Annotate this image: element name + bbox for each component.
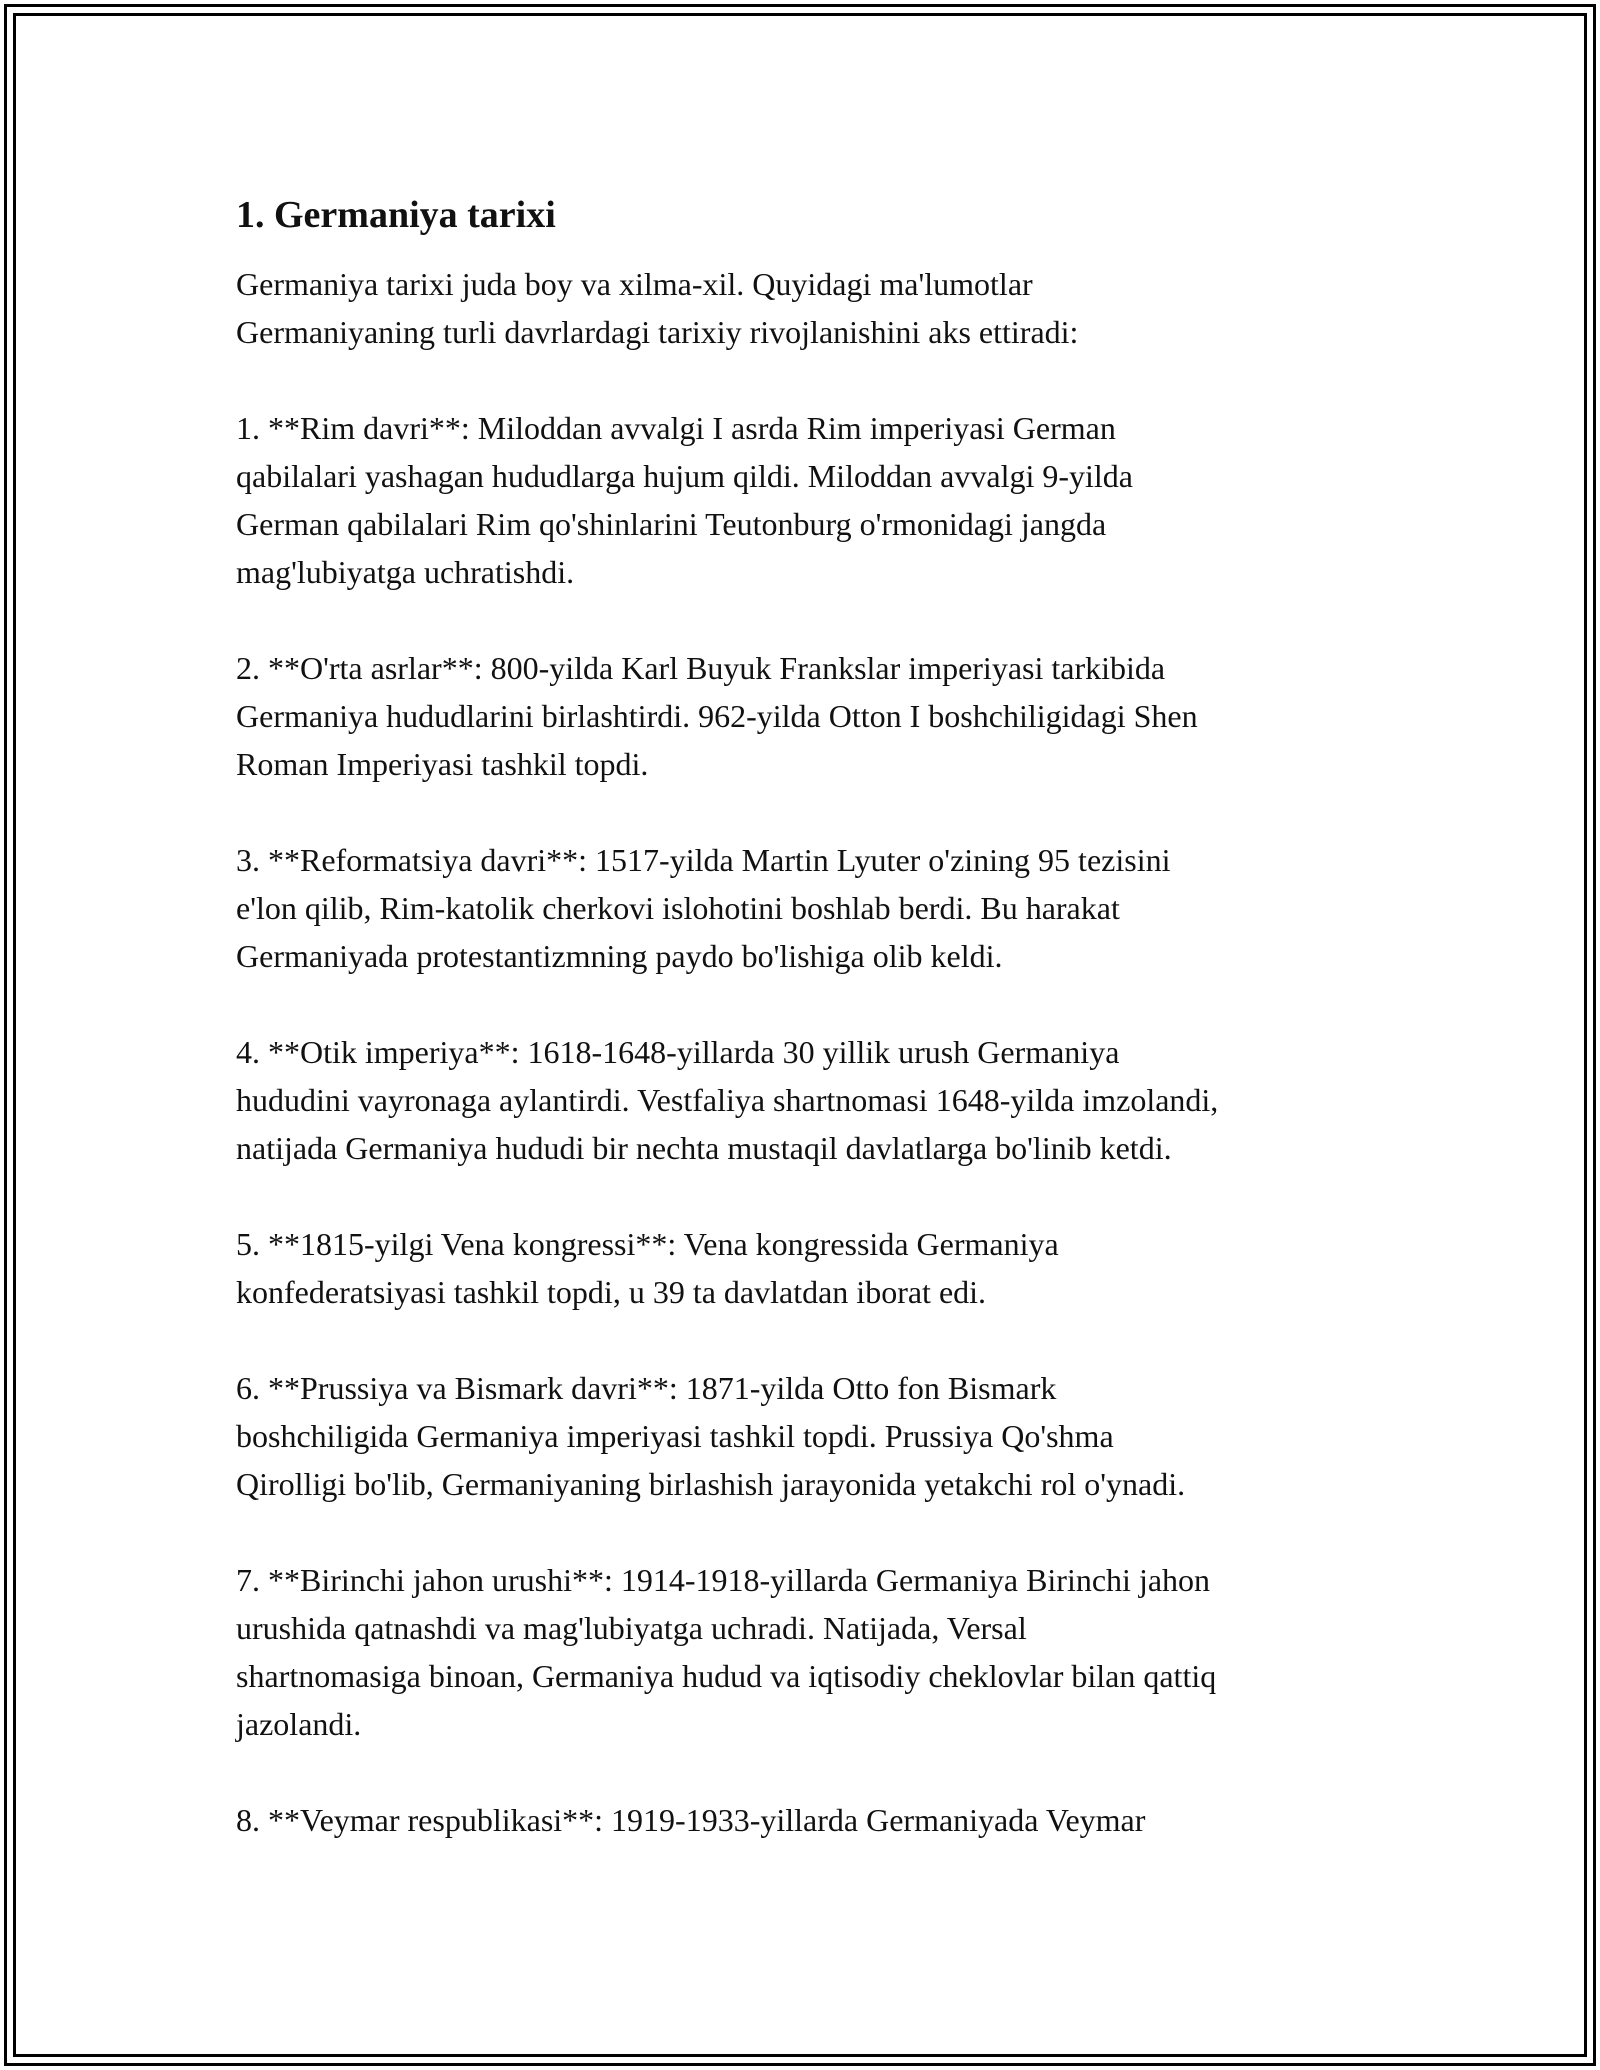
- list-item-vena-kongressi: 5. **1815-yilgi Vena kongressi**: Vena kongressida Germaniya konfederatsiyasi tashkil topdi, u 39 ta davlatdan iborat edi.: [236, 1226, 1059, 1310]
- intro-paragraph: Germaniya tarixi juda boy va xilma-xil. Quyidagi ma'lumotlar Germaniyaning turli davrlardagi tarixiy rivojlanishini aks ettiradi:: [236, 266, 1079, 350]
- list-item-veymar-respublikasi: 8. **Veymar respublikasi**: 1919-1933-yillarda Germaniyada Veymar: [236, 1802, 1146, 1838]
- list-item-birinchi-jahon-urushi: 7. **Birinchi jahon urushi**: 1914-1918-yillarda Germaniya Birinchi jahon urushida qatnashdi va mag'lubiyatga uchradi. Natijada, Versal shartnomasiga binoan, Germaniya hudud va iqtisodiy cheklovlar bilan qattiq jazolandi.: [236, 1562, 1217, 1742]
- document-title: 1. Germaniya tarixi: [236, 194, 556, 236]
- list-item-otik-imperiya: 4. **Otik imperiya**: 1618-1648-yillarda 30 yillik urush Germaniya hududini vayronaga aylantirdi. Vestfaliya shartnomasi 1648-yilda imzolandi, natijada Germaniya hududi bir nechta mustaqil davlatlarga bo'linib ketdi.: [236, 1034, 1219, 1166]
- list-item-rim-davri: 1. **Rim davri**: Miloddan avvalgi I asrda Rim imperiyasi German qabilalari yashagan hududlarga hujum qildi. Miloddan avvalgi 9-yilda German qabilalari Rim qo'shinlarini Teutonburg o'rmonidagi jangda mag'lubiyatga uchratishdi.: [236, 410, 1133, 590]
- list-item-prussiya-bismark: 6. **Prussiya va Bismark davri**: 1871-yilda Otto fon Bismark boshchiligida Germaniya imperiyasi tashkil topdi. Prussiya Qo'shma Qirolligi bo'lib, Germaniyaning birlashish jarayonida yetakchi rol o'ynadi.: [236, 1370, 1186, 1502]
- document-body: [236, 188, 1386, 1892]
- list-item-reformatsiya: 3. **Reformatsiya davri**: 1517-yilda Martin Lyuter o'zining 95 tezisini e'lon qilib, Rim-katolik cherkovi islohotini boshlab berdi. Bu harakat Germaniyada protestantizmning paydo bo'lishiga olib keldi.: [236, 842, 1171, 974]
- list-item-orta-asrlar: 2. **O'rta asrlar**: 800-yilda Karl Buyuk Frankslar imperiyasi tarkibida Germaniya hududlarini birlashtirdi. 962-yilda Otton I boshchiligidagi Shen Roman Imperiyasi tashkil topdi.: [236, 650, 1198, 782]
